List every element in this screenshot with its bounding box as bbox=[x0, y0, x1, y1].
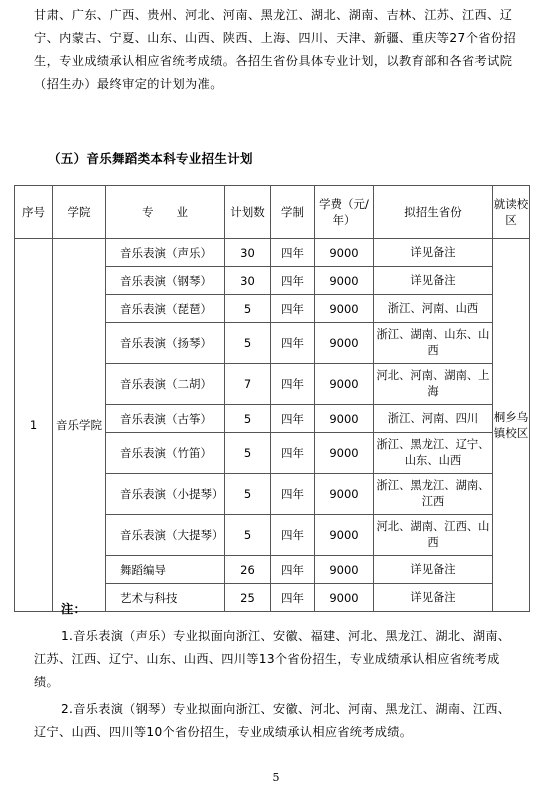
provinces-cell: 浙江、黑龙江、湖南、江西 bbox=[374, 474, 493, 515]
major-cell: 音乐表演（琵琶） bbox=[106, 295, 225, 323]
major-cell: 音乐表演（竹笛） bbox=[106, 433, 225, 474]
duration-cell: 四年 bbox=[271, 364, 315, 405]
duration-cell: 四年 bbox=[271, 295, 315, 323]
notes-label: 注： bbox=[61, 602, 86, 616]
plan-cell: 5 bbox=[225, 474, 271, 515]
fee-cell: 9000 bbox=[315, 323, 374, 364]
duration-cell: 四年 bbox=[271, 267, 315, 295]
enrollment-plan-table bbox=[14, 185, 530, 612]
plan-cell: 5 bbox=[225, 433, 271, 474]
plan-cell: 7 bbox=[225, 364, 271, 405]
provinces-cell: 详见备注 bbox=[374, 556, 493, 584]
major-cell: 音乐表演（二胡） bbox=[106, 364, 225, 405]
plan-cell: 5 bbox=[225, 405, 271, 433]
fee-cell: 9000 bbox=[315, 364, 374, 405]
fee-cell: 9000 bbox=[315, 295, 374, 323]
header-fee: 学费（元/年） bbox=[315, 186, 374, 239]
header-plan: 计划数 bbox=[225, 186, 271, 239]
duration-cell: 四年 bbox=[271, 474, 315, 515]
section-title: （五）音乐舞蹈类本科专业招生计划 bbox=[48, 151, 253, 166]
notes-block bbox=[34, 598, 518, 748]
campus-cell: 桐乡乌镇校区 bbox=[493, 239, 530, 612]
fee-cell: 9000 bbox=[315, 239, 374, 267]
plan-cell: 25 bbox=[225, 584, 271, 612]
fee-cell: 9000 bbox=[315, 556, 374, 584]
fee-cell: 9000 bbox=[315, 405, 374, 433]
plan-cell: 30 bbox=[225, 239, 271, 267]
major-cell: 舞蹈编导 bbox=[106, 556, 225, 584]
fee-cell: 9000 bbox=[315, 584, 374, 612]
header-provinces: 拟招生省份 bbox=[374, 186, 493, 239]
plan-cell: 30 bbox=[225, 267, 271, 295]
major-cell: 音乐表演（古筝） bbox=[106, 405, 225, 433]
major-cell: 音乐表演（钢琴） bbox=[106, 267, 225, 295]
seq-cell: 1 bbox=[15, 239, 53, 612]
header-seq: 序号 bbox=[15, 186, 53, 239]
duration-cell: 四年 bbox=[271, 433, 315, 474]
header-college: 学院 bbox=[53, 186, 106, 239]
major-cell: 音乐表演（声乐） bbox=[106, 239, 225, 267]
table-header-row bbox=[15, 186, 530, 239]
major-cell: 音乐表演（大提琴） bbox=[106, 515, 225, 556]
duration-cell: 四年 bbox=[271, 584, 315, 612]
duration-cell: 四年 bbox=[271, 239, 315, 267]
note-item: 1.音乐表演（声乐）专业拟面向浙江、安徽、福建、河北、黑龙江、湖北、湖南、江苏、江西、辽宁、山东、山西、四川等13个省份招生，专业成绩承认相应省统考成绩。 bbox=[34, 629, 511, 689]
provinces-cell: 浙江、河南、四川 bbox=[374, 405, 493, 433]
provinces-cell: 详见备注 bbox=[374, 239, 493, 267]
fee-cell: 9000 bbox=[315, 433, 374, 474]
plan-cell: 5 bbox=[225, 323, 271, 364]
page-number: 5 bbox=[272, 771, 280, 784]
intro-paragraph: 甘肃、广东、广西、贵州、河北、河南、黑龙江、湖北、湖南、吉林、江苏、江西、辽宁、内蒙古、宁夏、山东、山西、陕西、上海、四川、天津、新疆、重庆等27个省份招生，专业成绩承认相应省统考成绩。各招生省份具体专业计划，以教育部和各省考试院（招生办）最终审定的计划为准。 bbox=[34, 8, 517, 91]
duration-cell: 四年 bbox=[271, 323, 315, 364]
duration-cell: 四年 bbox=[271, 515, 315, 556]
plan-cell: 26 bbox=[225, 556, 271, 584]
major-cell: 音乐表演（扬琴） bbox=[106, 323, 225, 364]
header-major: 专 业 bbox=[106, 186, 225, 239]
provinces-cell: 详见备注 bbox=[374, 267, 493, 295]
plan-cell: 5 bbox=[225, 515, 271, 556]
plan-cell: 5 bbox=[225, 295, 271, 323]
header-duration: 学制 bbox=[271, 186, 315, 239]
fee-cell: 9000 bbox=[315, 515, 374, 556]
college-cell: 音乐学院 bbox=[53, 239, 106, 612]
major-cell: 艺术与科技 bbox=[106, 584, 225, 612]
provinces-cell: 详见备注 bbox=[374, 584, 493, 612]
provinces-cell: 浙江、湖南、山东、山西 bbox=[374, 323, 493, 364]
table-row bbox=[15, 239, 530, 267]
duration-cell: 四年 bbox=[271, 405, 315, 433]
fee-cell: 9000 bbox=[315, 267, 374, 295]
provinces-cell: 浙江、黑龙江、辽宁、山东、山西 bbox=[374, 433, 493, 474]
major-cell: 音乐表演（小提琴） bbox=[106, 474, 225, 515]
header-campus: 就读校区 bbox=[493, 186, 530, 239]
provinces-cell: 浙江、河南、山西 bbox=[374, 295, 493, 323]
intro-block bbox=[34, 4, 518, 96]
duration-cell: 四年 bbox=[271, 556, 315, 584]
note-item: 2.音乐表演（钢琴）专业拟面向浙江、安徽、河北、河南、黑龙江、湖南、江西、辽宁、山西、四川等10个省份招生，专业成绩承认相应省统考成绩。 bbox=[34, 702, 511, 739]
fee-cell: 9000 bbox=[315, 474, 374, 515]
provinces-cell: 河北、河南、湖南、上海 bbox=[374, 364, 493, 405]
provinces-cell: 河北、湖南、江西、山西 bbox=[374, 515, 493, 556]
